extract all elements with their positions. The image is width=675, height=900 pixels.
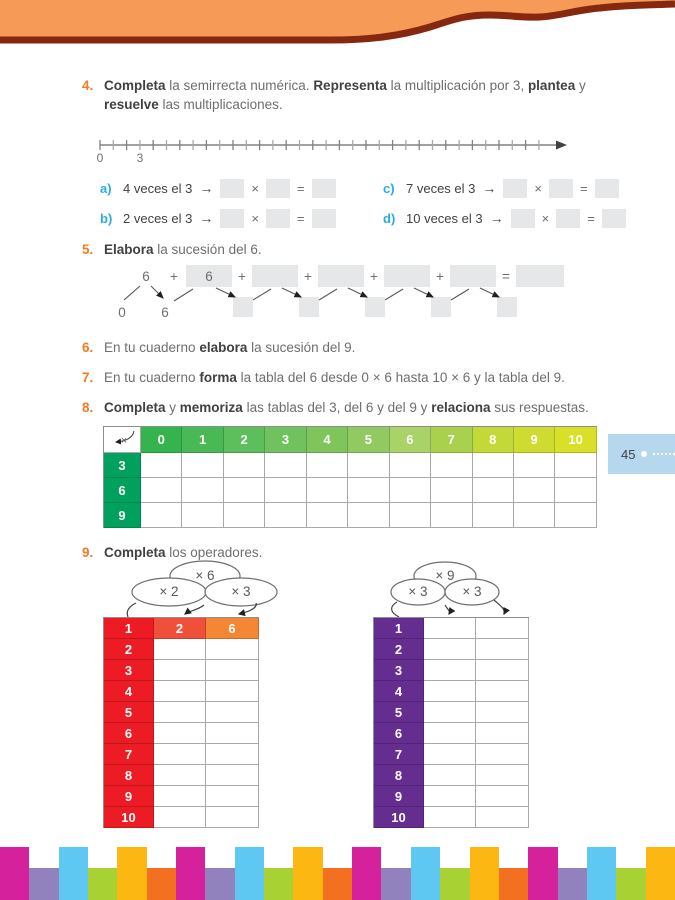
ex8-header-5: 5	[348, 427, 389, 453]
ex8-header-4: 4	[307, 427, 348, 453]
equals-sign: =	[579, 180, 588, 196]
ex8-answer-cell[interactable]	[390, 478, 431, 503]
number-line	[95, 131, 595, 167]
ex8-header-0: 0	[141, 427, 182, 453]
item-label: 7 veces el 3	[406, 180, 476, 196]
footer-color-bars	[0, 847, 675, 900]
ex8-answer-cell[interactable]	[348, 503, 389, 528]
tick-label-3: 3	[136, 151, 144, 165]
op-header-cell: 6	[206, 618, 259, 639]
item-letter: d)	[383, 210, 396, 226]
answer-box[interactable]	[556, 209, 580, 228]
answer-box[interactable]	[266, 209, 290, 228]
op-answer-cell[interactable]	[206, 723, 259, 744]
op-row-3: 3	[374, 660, 424, 681]
bold-text: resuelve	[104, 97, 159, 113]
op-answer-cell[interactable]	[154, 702, 206, 723]
bold-text: Completa	[104, 400, 166, 415]
op-row-9: 9	[374, 786, 424, 807]
oval-label-x6: × 6	[195, 568, 215, 583]
footer-bar	[558, 868, 587, 900]
op-answer-cell[interactable]	[476, 765, 529, 786]
item-letter: c)	[383, 180, 395, 196]
plus-sign: +	[170, 269, 178, 284]
op-answer-cell[interactable]	[476, 681, 529, 702]
footer-bar	[323, 868, 352, 900]
oval-label-x2: × 2	[159, 584, 179, 599]
footer-bar	[470, 847, 499, 900]
ex8-answer-cell[interactable]	[431, 453, 472, 478]
op-row-3: 3	[104, 660, 154, 681]
sequence-first-6: 6	[142, 269, 150, 284]
bold-text: Completa	[104, 78, 166, 93]
op-answer-cell[interactable]	[154, 639, 206, 660]
ex4-item-b	[100, 208, 336, 228]
footer-bar	[499, 868, 528, 900]
regular-text: la sucesión del 6.	[153, 242, 262, 257]
table-corner-cell	[104, 427, 141, 453]
op-answer-cell[interactable]	[476, 660, 529, 681]
footer-bar	[616, 868, 645, 900]
op-row-2: 2	[374, 639, 424, 660]
op-row-8: 8	[104, 765, 154, 786]
ex8-answer-cell[interactable]	[555, 453, 596, 478]
footer-bar	[117, 847, 146, 900]
op-answer-cell[interactable]	[206, 681, 259, 702]
answer-box[interactable]	[220, 209, 244, 228]
bold-text: forma	[199, 370, 237, 385]
footer-bar	[587, 847, 616, 900]
exercise-number: 9.	[82, 545, 94, 560]
op-row-2: 2	[104, 639, 154, 660]
ex8-answer-cell[interactable]	[224, 478, 265, 503]
answer-box[interactable]	[602, 209, 626, 228]
op-answer-cell[interactable]	[476, 723, 529, 744]
ex8-answer-cell[interactable]	[141, 503, 182, 528]
answer-box[interactable]	[312, 179, 336, 198]
ex8-answer-cell[interactable]	[141, 478, 182, 503]
partial-sum-box[interactable]	[299, 297, 319, 317]
ex8-answer-cell[interactable]	[307, 503, 348, 528]
right-arrow-icon: →	[199, 180, 214, 196]
ex8-answer-cell[interactable]	[473, 478, 514, 503]
ex8-answer-cell[interactable]	[390, 453, 431, 478]
op-row-9: 9	[104, 786, 154, 807]
regular-text: la multiplicación por 3,	[386, 78, 528, 93]
ex8-answer-cell[interactable]	[514, 478, 555, 503]
sequence-box-empty[interactable]	[384, 265, 430, 287]
op-answer-cell[interactable]	[206, 786, 259, 807]
top-banner-wave	[0, 0, 675, 60]
ex4-item-d	[383, 208, 626, 228]
footer-bar	[411, 847, 440, 900]
ex4-items-left-column	[100, 178, 336, 228]
answer-box[interactable]	[503, 179, 527, 198]
regular-text: En tu cuaderno	[104, 340, 200, 355]
regular-text: y	[165, 400, 180, 415]
ex8-header-7: 7	[431, 427, 472, 453]
multiplication-table	[103, 426, 597, 528]
op-row-5: 5	[374, 702, 424, 723]
partial-sum-box[interactable]	[497, 297, 517, 317]
operator-table-right	[373, 617, 529, 828]
op-answer-cell[interactable]	[424, 639, 476, 660]
equals-sign: =	[502, 269, 510, 284]
sequence-box1-value: 6	[205, 269, 213, 284]
regular-text: los operadores.	[165, 545, 263, 560]
footer-bar	[440, 868, 469, 900]
times-sign: ×	[251, 180, 259, 196]
op-row-1: 1	[104, 618, 154, 639]
op-answer-cell[interactable]	[154, 786, 206, 807]
op-answer-cell[interactable]	[424, 660, 476, 681]
op-row-7: 7	[374, 744, 424, 765]
operator-ovals-left	[100, 556, 290, 620]
ex8-answer-cell[interactable]	[182, 453, 223, 478]
op-answer-cell[interactable]	[424, 765, 476, 786]
op-answer-cell[interactable]	[476, 807, 529, 828]
right-arrow-icon: →	[489, 210, 504, 226]
sequence-box-empty[interactable]	[450, 265, 496, 287]
answer-box[interactable]	[595, 179, 619, 198]
item-letter: b)	[100, 210, 113, 226]
op-row-6: 6	[104, 723, 154, 744]
footer-bar	[88, 868, 117, 900]
ex4-item-c	[383, 178, 626, 198]
regular-text: la sucesión del 9.	[247, 340, 356, 355]
partial-sum-box[interactable]	[365, 297, 385, 317]
ex8-header-2: 2	[224, 427, 265, 453]
bold-text: Elabora	[104, 242, 154, 257]
sequence-box-empty[interactable]	[252, 265, 298, 287]
op-answer-cell[interactable]	[154, 723, 206, 744]
answer-box[interactable]	[549, 179, 573, 198]
footer-bar	[381, 868, 410, 900]
ex8-answer-cell[interactable]	[514, 453, 555, 478]
ex8-answer-cell[interactable]	[348, 478, 389, 503]
instruction-text	[104, 338, 597, 357]
answer-box[interactable]	[220, 179, 244, 198]
item-label: 10 veces el 3	[406, 210, 483, 226]
times-sign: ×	[251, 210, 259, 226]
bold-text: Completa	[104, 545, 166, 560]
op-answer-cell[interactable]	[476, 702, 529, 723]
right-arrow-icon: →	[482, 180, 497, 196]
right-arrow-icon: →	[199, 210, 214, 226]
item-label: 2 veces el 3	[123, 210, 193, 226]
oval-label-x9: × 9	[435, 568, 455, 583]
regular-text: En tu cuaderno	[104, 370, 200, 385]
ex8-row-header-3: 3	[104, 453, 141, 478]
ex8-answer-cell[interactable]	[141, 453, 182, 478]
op-answer-cell[interactable]	[476, 618, 529, 639]
footer-bar	[147, 868, 176, 900]
bold-text: plantea	[527, 78, 576, 93]
bold-text: relaciona	[431, 400, 491, 415]
footer-bar	[205, 868, 234, 900]
op-row-6: 6	[374, 723, 424, 744]
page-number-tab	[608, 434, 675, 474]
ex8-answer-cell[interactable]	[348, 453, 389, 478]
partial-sum-box[interactable]	[233, 297, 253, 317]
bold-text: memoriza	[179, 400, 243, 415]
number-line-arrowhead	[556, 141, 567, 150]
regular-text: las tablas del 3, del 6 y del 9 y	[242, 400, 432, 415]
ex8-answer-cell[interactable]	[431, 503, 472, 528]
exercise-number: 4.	[82, 78, 94, 93]
op-answer-cell[interactable]	[154, 807, 206, 828]
times-sign: ×	[534, 180, 542, 196]
op-answer-cell[interactable]	[424, 702, 476, 723]
bold-text: elabora	[199, 340, 248, 355]
exercise-7-instruction	[82, 368, 597, 387]
oval-label-x3b: × 3	[462, 584, 482, 599]
ex4-item-a	[100, 178, 336, 198]
op-row-5: 5	[104, 702, 154, 723]
footer-bar	[0, 847, 29, 900]
op-row-4: 4	[104, 681, 154, 702]
ex8-answer-cell[interactable]	[182, 503, 223, 528]
footer-bar	[29, 868, 58, 900]
ex8-answer-cell[interactable]	[265, 503, 306, 528]
ex4-items-right-column	[383, 178, 626, 228]
equals-sign: =	[296, 210, 305, 226]
ex8-header-1: 1	[182, 427, 223, 453]
operator-ovals-right	[373, 556, 563, 620]
op-row-4: 4	[374, 681, 424, 702]
plus-sign: +	[238, 269, 246, 284]
plus-sign: +	[370, 269, 378, 284]
op-answer-cell[interactable]	[154, 765, 206, 786]
bold-text: Representa	[313, 78, 387, 93]
footer-bar	[352, 847, 381, 900]
footer-bar	[235, 847, 264, 900]
regular-text: la tabla del 6 desde 0 × 6 hasta 10 × 6 y la tabla del 9.	[236, 370, 565, 385]
instruction-text	[104, 76, 597, 114]
op-answer-cell[interactable]	[476, 786, 529, 807]
op-answer-cell[interactable]	[206, 807, 259, 828]
sequence-zero: 0	[118, 305, 126, 320]
ex8-header-6: 6	[390, 427, 431, 453]
regular-text: y	[575, 78, 586, 93]
op-answer-cell[interactable]	[206, 639, 259, 660]
footer-bar	[293, 847, 322, 900]
ex8-header-9: 9	[514, 427, 555, 453]
equals-sign: =	[296, 180, 305, 196]
ex8-answer-cell[interactable]	[224, 503, 265, 528]
exercise-6-instruction	[82, 338, 597, 357]
op-answer-cell[interactable]	[424, 807, 476, 828]
op-answer-cell[interactable]	[154, 660, 206, 681]
dot-icon	[641, 451, 647, 457]
footer-bar	[646, 847, 675, 900]
exercise-number: 6.	[82, 340, 94, 355]
ex8-answer-cell[interactable]	[265, 478, 306, 503]
sequence-result-box[interactable]	[516, 265, 564, 287]
page-number: 45	[621, 446, 636, 462]
op-row-1: 1	[374, 618, 424, 639]
ex8-answer-cell[interactable]	[390, 503, 431, 528]
ex8-answer-cell[interactable]	[307, 453, 348, 478]
equals-sign: =	[587, 210, 595, 226]
op-answer-cell[interactable]	[476, 639, 529, 660]
op-answer-cell[interactable]	[424, 618, 476, 639]
ex8-answer-cell[interactable]	[224, 453, 265, 478]
answer-box[interactable]	[266, 179, 290, 198]
partial-sum-box[interactable]	[431, 297, 451, 317]
ex8-answer-cell[interactable]	[182, 478, 223, 503]
banner-orange-shape	[0, 0, 675, 40]
exercise-8-instruction	[82, 398, 597, 417]
exercise-number: 5.	[82, 242, 94, 257]
op-header-cell: 2	[154, 618, 206, 639]
ex8-answer-cell[interactable]	[514, 503, 555, 528]
tick-label-0: 0	[96, 151, 104, 165]
regular-text: las multiplicaciones.	[158, 97, 283, 113]
op-answer-cell[interactable]	[424, 744, 476, 765]
op-row-10: 10	[104, 807, 154, 828]
ex8-answer-cell[interactable]	[265, 453, 306, 478]
ex8-answer-cell[interactable]	[473, 503, 514, 528]
ex8-header-8: 8	[473, 427, 514, 453]
oval-label-x3: × 3	[231, 584, 251, 599]
op-row-8: 8	[374, 765, 424, 786]
op-answer-cell[interactable]	[206, 744, 259, 765]
footer-bar	[264, 868, 293, 900]
exercise-number: 8.	[82, 400, 94, 415]
operator-table-left	[103, 617, 259, 828]
regular-text: sus respuestas.	[490, 400, 589, 415]
times-symbol: ×	[120, 435, 128, 447]
item-letter: a)	[100, 180, 112, 196]
dotted-line	[653, 453, 675, 455]
sequence-six: 6	[161, 305, 169, 320]
footer-bar	[176, 847, 205, 900]
ex8-answer-cell[interactable]	[473, 453, 514, 478]
regular-text: la semirrecta numérica.	[165, 78, 314, 93]
exercise-number: 7.	[82, 370, 94, 385]
instruction-text	[104, 398, 597, 417]
times-sign: ×	[541, 210, 550, 226]
ex8-answer-cell[interactable]	[431, 478, 472, 503]
ex8-answer-cell[interactable]	[555, 478, 596, 503]
op-answer-cell[interactable]	[154, 681, 206, 702]
answer-box[interactable]	[511, 209, 535, 228]
op-answer-cell[interactable]	[206, 702, 259, 723]
corner-arrow	[104, 427, 140, 452]
op-answer-cell[interactable]	[424, 723, 476, 744]
ex8-row-header-6: 6	[104, 478, 141, 503]
op-row-10: 10	[374, 807, 424, 828]
answer-box[interactable]	[312, 209, 336, 228]
instruction-text	[104, 368, 597, 387]
item-label: 4 veces el 3	[123, 180, 193, 196]
sequence-diagram	[95, 256, 585, 328]
op-answer-cell[interactable]	[476, 744, 529, 765]
op-answer-cell[interactable]	[154, 744, 206, 765]
sequence-box-empty[interactable]	[318, 265, 364, 287]
footer-bar	[59, 847, 88, 900]
op-answer-cell[interactable]	[206, 765, 259, 786]
ex8-row-header-9: 9	[104, 503, 141, 528]
ex8-answer-cell[interactable]	[555, 503, 596, 528]
plus-sign: +	[304, 269, 312, 284]
ex8-header-3: 3	[265, 427, 306, 453]
ex8-answer-cell[interactable]	[307, 478, 348, 503]
op-answer-cell[interactable]	[424, 786, 476, 807]
plus-sign: +	[436, 269, 444, 284]
op-answer-cell[interactable]	[424, 681, 476, 702]
op-row-7: 7	[104, 744, 154, 765]
footer-bar	[528, 847, 557, 900]
op-answer-cell[interactable]	[206, 660, 259, 681]
exercise-4-instruction	[82, 76, 597, 114]
ex8-header-10: 10	[555, 427, 596, 453]
oval-label-x3a: × 3	[408, 584, 428, 599]
